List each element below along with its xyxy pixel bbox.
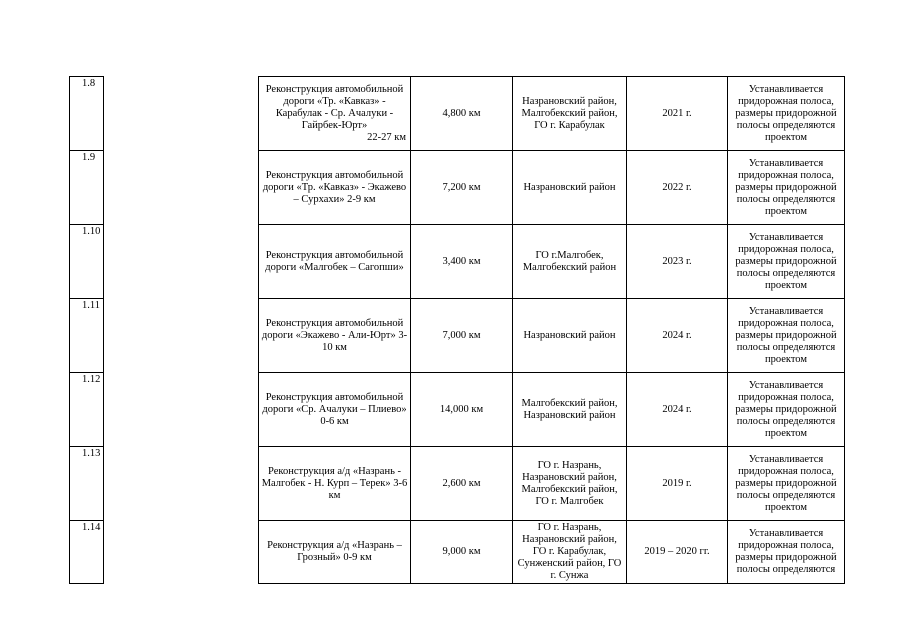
- length-cell: 4,800 км: [411, 77, 513, 151]
- road-name-text: Реконструкция автомобильной дороги «Ср. Ачалуки – Плиево» 0-6 км: [262, 391, 407, 427]
- location-cell: ГО г. Назрань, Назрановский район, ГО г. Карабулак, Сунженский район, ГО г. Сунжа: [513, 521, 627, 584]
- note-text: Устанавливается придорожная полоса, размеры придорожной полосы определяются проектом: [735, 83, 837, 143]
- year-cell: 2019 г.: [627, 447, 728, 521]
- note-text: Устанавливается придорожная полоса, размеры придорожной полосы определяются: [735, 528, 837, 575]
- table-row: [70, 447, 845, 521]
- road-name-text: Реконструкция а/д «Назрань – Грозный» 0-9 км: [267, 540, 402, 563]
- empty-cell: [104, 373, 259, 447]
- empty-cell: [104, 521, 259, 584]
- empty-cell: [104, 225, 259, 299]
- road-name-text: Реконструкция автомобильной дороги «Малгобек – Сагопши»: [265, 249, 404, 273]
- empty-cell: [104, 77, 259, 151]
- road-name-cell: [259, 151, 411, 225]
- note-text: Устанавливается придорожная полоса, размеры придорожной полосы определяются проектом: [735, 305, 837, 365]
- length-cell: 7,200 км: [411, 151, 513, 225]
- road-name-cell: [259, 447, 411, 521]
- year-cell: 2022 г.: [627, 151, 728, 225]
- location-cell: Малгобекский район, Назрановский район: [513, 373, 627, 447]
- table-row: [70, 225, 845, 299]
- row-number-cell: 1.11: [70, 299, 104, 373]
- length-cell: 2,600 км: [411, 447, 513, 521]
- row-number-cell: 1.10: [70, 225, 104, 299]
- length-cell: 7,000 км: [411, 299, 513, 373]
- road-name-text: Реконструкция автомобильной дороги «Тр. «Кавказ» - Экажево – Сурхахи» 2-9 км: [262, 169, 407, 205]
- row-number-cell: 1.13: [70, 447, 104, 521]
- row-number-cell: 1.9: [70, 151, 104, 225]
- table-body: [70, 77, 845, 584]
- road-name-text: Реконструкция а/д «Назрань - Малгобек - Н. Курп – Терек» 3-6 км: [261, 465, 408, 501]
- empty-cell: [104, 151, 259, 225]
- length-cell: 9,000 км: [411, 521, 513, 584]
- length-cell: 3,400 км: [411, 225, 513, 299]
- note-text: Устанавливается придорожная полоса, размеры придорожной полосы определяются проектом: [735, 231, 837, 291]
- year-cell: 2024 г.: [627, 373, 728, 447]
- road-name-cell: [259, 521, 411, 584]
- note-cell: [728, 77, 845, 151]
- road-name-cell: [259, 77, 411, 151]
- road-reconstruction-table: [69, 76, 845, 584]
- table-row: [70, 521, 845, 584]
- location-cell: Назрановский район, Малгобекский район, ГО г. Карабулак: [513, 77, 627, 151]
- note-text: Устанавливается придорожная полоса, размеры придорожной полосы определяются проектом: [735, 157, 837, 217]
- table-row: [70, 373, 845, 447]
- road-name-suffix: 22-27 км: [367, 131, 406, 143]
- empty-cell: [104, 299, 259, 373]
- note-cell: [728, 151, 845, 225]
- note-cell: [728, 521, 845, 584]
- location-cell: ГО г.Малгобек, Малгобекский район: [513, 225, 627, 299]
- year-cell: 2021 г.: [627, 77, 728, 151]
- road-name-cell: [259, 373, 411, 447]
- row-number-cell: 1.14: [70, 521, 104, 584]
- location-cell: ГО г. Назрань, Назрановский район, Малгобекский район, ГО г. Малгобек: [513, 447, 627, 521]
- location-cell: Назрановский район: [513, 299, 627, 373]
- length-cell: 14,000 км: [411, 373, 513, 447]
- note-cell: [728, 447, 845, 521]
- road-name-cell: [259, 299, 411, 373]
- year-cell: 2019 – 2020 гг.: [627, 521, 728, 584]
- road-name-cell: [259, 225, 411, 299]
- table-row: [70, 77, 845, 151]
- table-row: [70, 299, 845, 373]
- year-cell: 2024 г.: [627, 299, 728, 373]
- row-number-cell: 1.12: [70, 373, 104, 447]
- year-cell: 2023 г.: [627, 225, 728, 299]
- table-row: [70, 151, 845, 225]
- note-cell: [728, 225, 845, 299]
- note-cell: [728, 299, 845, 373]
- row-number-cell: 1.8: [70, 77, 104, 151]
- note-cell: [728, 373, 845, 447]
- road-name-text: Реконструкция автомобильной дороги «Тр. «Кавказ» - Карабулак - Ср. Ачалуки - Гайрбек-Юрт»: [265, 83, 404, 131]
- note-text: Устанавливается придорожная полоса, размеры придорожной полосы определяются проектом: [735, 379, 837, 439]
- note-text: Устанавливается придорожная полоса, размеры придорожной полосы определяются проектом: [735, 453, 837, 513]
- road-name-text: Реконструкция автомобильной дороги «Экажево - Али-Юрт» 3-10 км: [261, 317, 408, 353]
- empty-cell: [104, 447, 259, 521]
- location-cell: Назрановский район: [513, 151, 627, 225]
